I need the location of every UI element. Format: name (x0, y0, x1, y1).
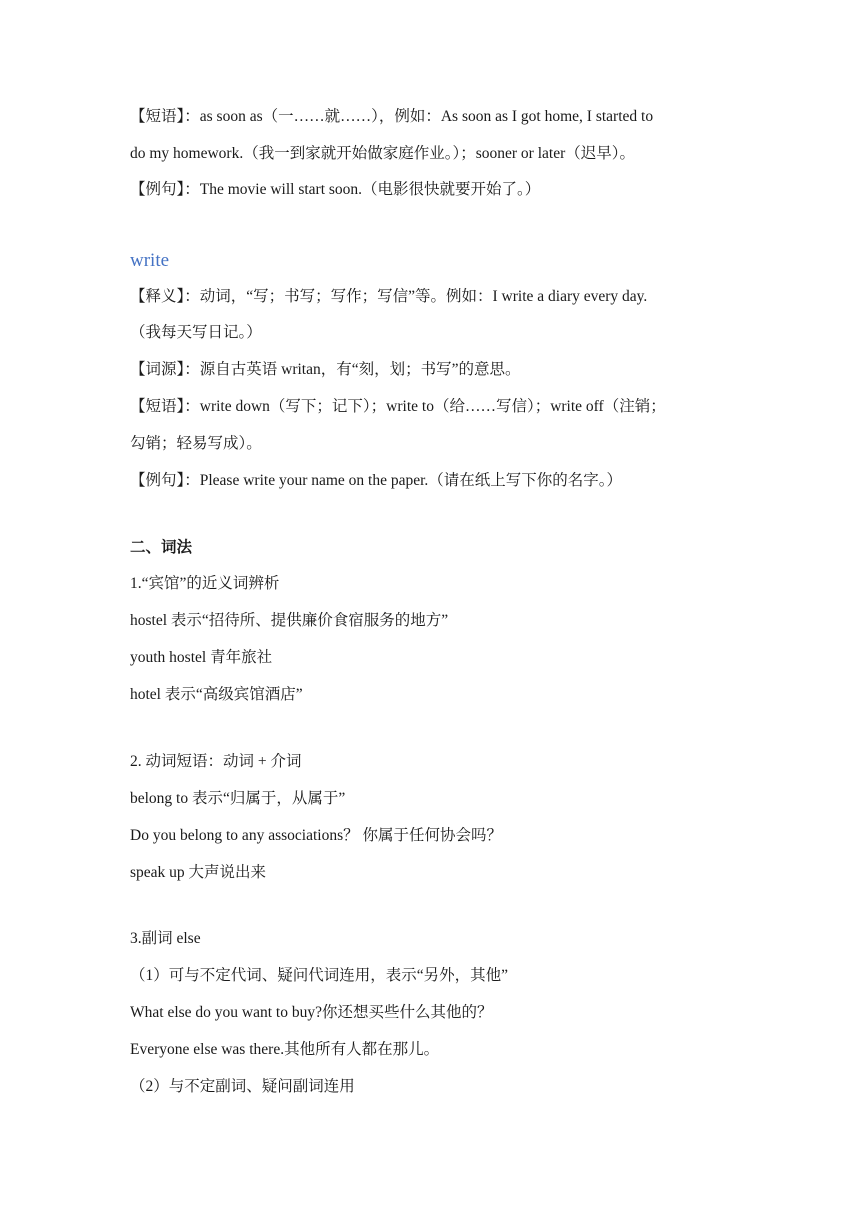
write-etymology: 【词源】：源自古英语 writan，有“刻，划；书写”的意思。 (130, 361, 521, 378)
item2-line: belong to 表示“归属于，从属于” (130, 790, 346, 807)
item3-line: What else do you want to buy?你还想买些什么其他的？ (130, 1004, 493, 1021)
section-title-morphology: 二、词法 (130, 539, 193, 556)
item3-line: （1）可与不定代词、疑问代词连用，表示“另外，其他” (130, 967, 509, 984)
item2-line: Do you belong to any associations？ 你属于任何协会吗？ (130, 827, 502, 844)
soon-example: 【例句】：The movie will start soon.（电影很快就要开始了。） (130, 181, 541, 198)
item3-line: Everyone else was there.其他所有人都在那儿。 (130, 1041, 440, 1058)
headword-write: write (130, 250, 170, 271)
item1-line: youth hostel 青年旅社 (130, 649, 273, 666)
item3-title: 3.副词 else (130, 930, 201, 947)
soon-phrase-line-1: 【短语】：as soon as（一……就……），例如：As soon as I got home, I started to (130, 108, 654, 125)
write-meaning-line-1: 【释义】：动词，“写；书写；写作；写信”等。例如：I write a diary every day. (130, 288, 648, 305)
item2-line: speak up 大声说出来 (130, 864, 267, 881)
write-phrase-line-1: 【短语】：write down（写下；记下）；write to（给……写信）；write off（注销； (130, 398, 666, 415)
item1-line: hostel 表示“招待所、提供廉价食宿服务的地方” (130, 612, 449, 629)
soon-phrase-line-2: do my homework.（我一到家就开始做家庭作业。）；sooner or later（迟早）。 (130, 145, 635, 162)
item2-title: 2. 动词短语：动词 + 介词 (130, 753, 302, 770)
write-example: 【例句】：Please write your name on the paper.（请在纸上写下你的名字。） (130, 472, 623, 489)
item1-line: hotel 表示“高级宾馆酒店” (130, 686, 303, 703)
item3-line: （2）与不定副词、疑问副词连用 (130, 1078, 355, 1095)
item1-title: 1.“宾馆”的近义词辨析 (130, 575, 280, 592)
write-meaning-line-2: （我每天写日记。） (130, 324, 262, 341)
write-phrase-line-2: 勾销；轻易写成）。 (130, 435, 262, 452)
